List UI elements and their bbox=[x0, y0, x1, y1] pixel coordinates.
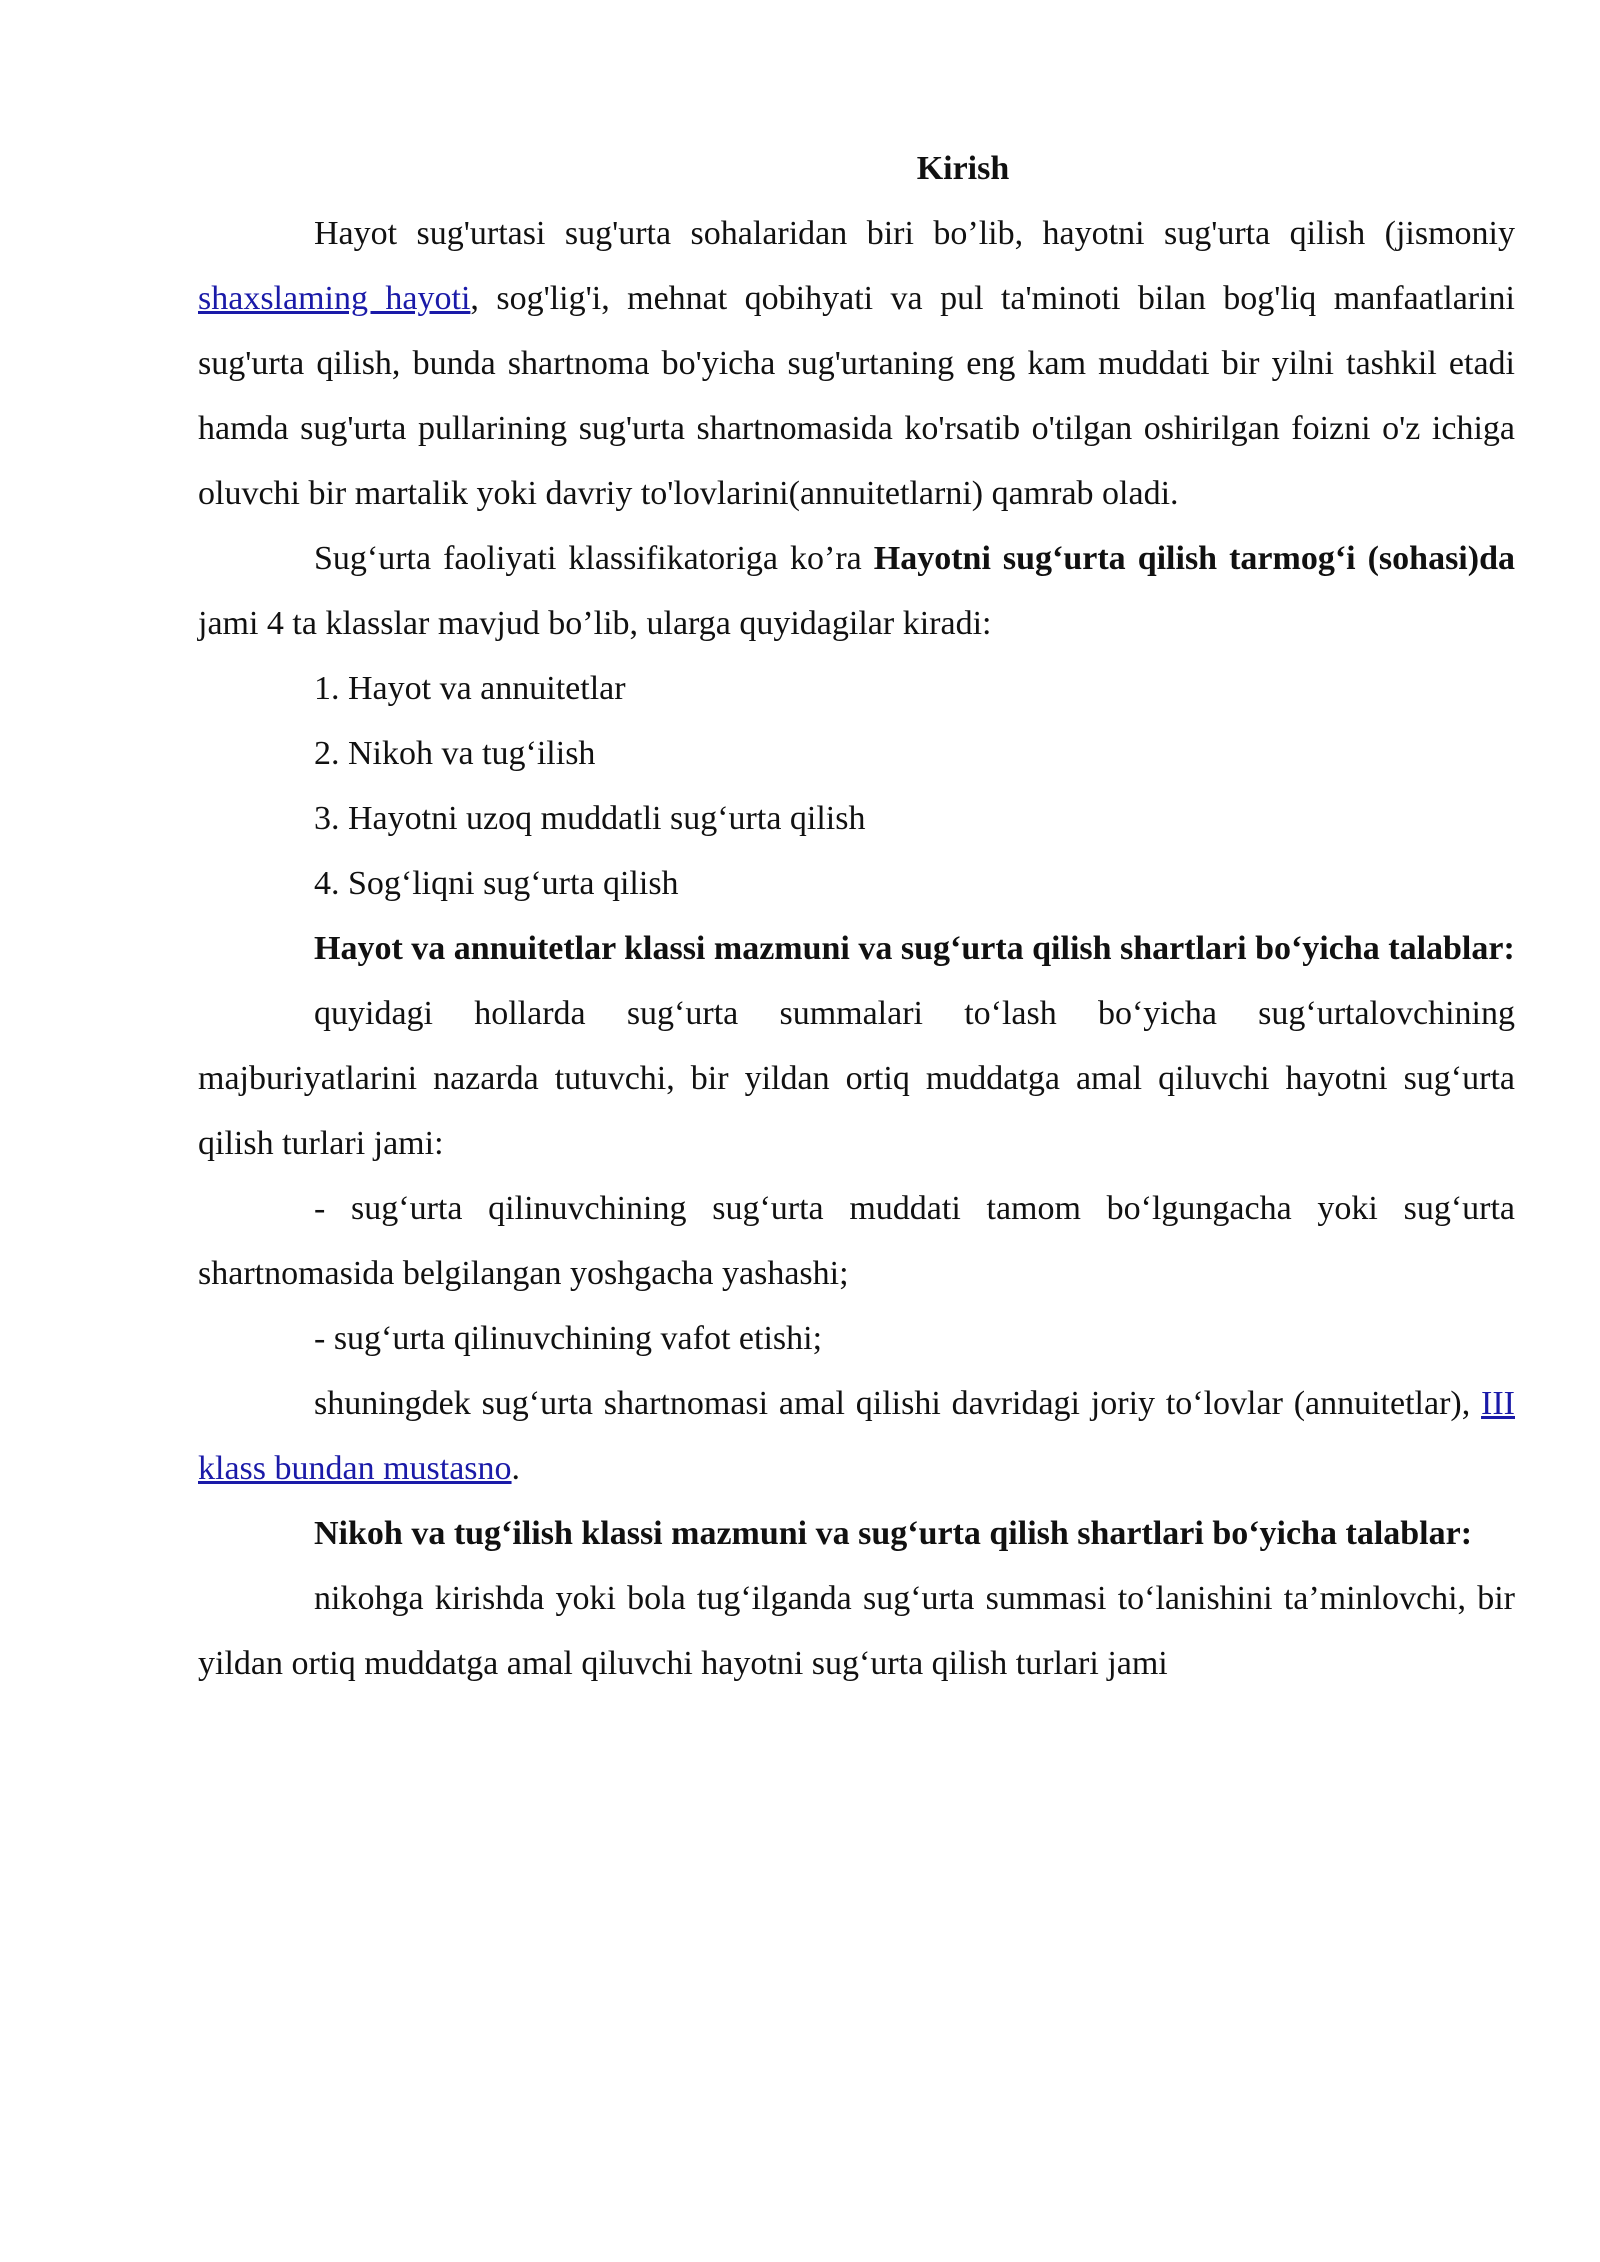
section-heading-hayot bbox=[198, 916, 1515, 981]
list-item: 4. Sog‘liqni sug‘urta qilish bbox=[314, 865, 679, 902]
heading-text: Hayot va annuitetlar klassi mazmuni va sug‘urta qilish shartlari bo‘yicha talablar: bbox=[314, 930, 1515, 967]
text: . bbox=[511, 1450, 521, 1487]
paragraph-annuitet bbox=[198, 1371, 1515, 1501]
text: shuningdek sug‘urta shartnomasi amal qilishi davridagi joriy to‘lovlar (annuitetlar), bbox=[314, 1385, 1482, 1422]
paragraph-classifier bbox=[198, 526, 1515, 656]
document-page bbox=[198, 136, 1515, 1696]
list-item: 3. Hayotni uzoq muddatli sug‘urta qilish bbox=[314, 800, 866, 837]
text: , sog'lig'i, mehnat qobihyati va pul ta'minoti bilan bog'liq manfaatlarini sug'urta qilish, bunda shartnoma bo'yicha sug'urtaning eng kam muddati bir yilni tashkil etadi hamda sug'urta pullarining sug'urta shartnomasida ko'rsatib o'tilgan oshirilgan foizni o'z ichiga oluvchi bir martalik yoki davriy to'lovlarini(annuitetlarni) qamrab oladi. bbox=[198, 280, 1515, 512]
link-shaxslaming-hayoti[interactable]: shaxslaming hayoti bbox=[198, 280, 471, 317]
link-iii-klass[interactable]: III klass bundan mustasno bbox=[198, 1385, 1515, 1487]
text: Hayot sug'urtasi sug'urta sohalaridan biri bo’lib, hayotni sug'urta qilish (jismoniy bbox=[314, 215, 1515, 252]
paragraph-intro bbox=[198, 201, 1515, 526]
paragraph-text: nikohga kirishda yoki bola tug‘ilganda sug‘urta summasi to‘lanishini ta’minlovchi, bir yildan ortiq muddatga amal qiluvchi hayotni sug‘urta qilish turlari jami bbox=[198, 1580, 1515, 1682]
list-item: 1. Hayot va annuitetlar bbox=[314, 670, 626, 707]
text: Sug‘urta faoliyati klassifikatoriga ko’ra bbox=[314, 540, 874, 577]
paragraph-text: quyidagi hollarda sug‘urta summalari to‘lash bo‘yicha sug‘urtalovchining majburiyatlarini nazarda tutuvchi, bir yildan ortiq muddatga amal qiluvchi hayotni sug‘urta qilish turlari jami: bbox=[198, 995, 1515, 1162]
text: jami 4 ta klasslar mavjud bo’lib, ularga quyidagilar kiradi: bbox=[198, 605, 992, 642]
heading-text: Nikoh va tug‘ilish klassi mazmuni va sug‘urta qilish shartlari bo‘yicha talablar: bbox=[314, 1515, 1473, 1552]
paragraph-text: - sug‘urta qilinuvchining sug‘urta muddati tamom bo‘lgungacha yoki sug‘urta shartnomasida belgilangan yoshgacha yashashi; bbox=[198, 1190, 1515, 1292]
list-item: 2. Nikoh va tug‘ilish bbox=[314, 735, 596, 772]
paragraph-text: - sug‘urta qilinuvchining vafot etishi; bbox=[314, 1320, 823, 1357]
bold-text: Hayotni sug‘urta qilish tarmog‘i (sohasi)da bbox=[873, 540, 1515, 577]
page-title: Kirish bbox=[916, 150, 1010, 187]
section-heading-nikoh bbox=[198, 1501, 1515, 1566]
